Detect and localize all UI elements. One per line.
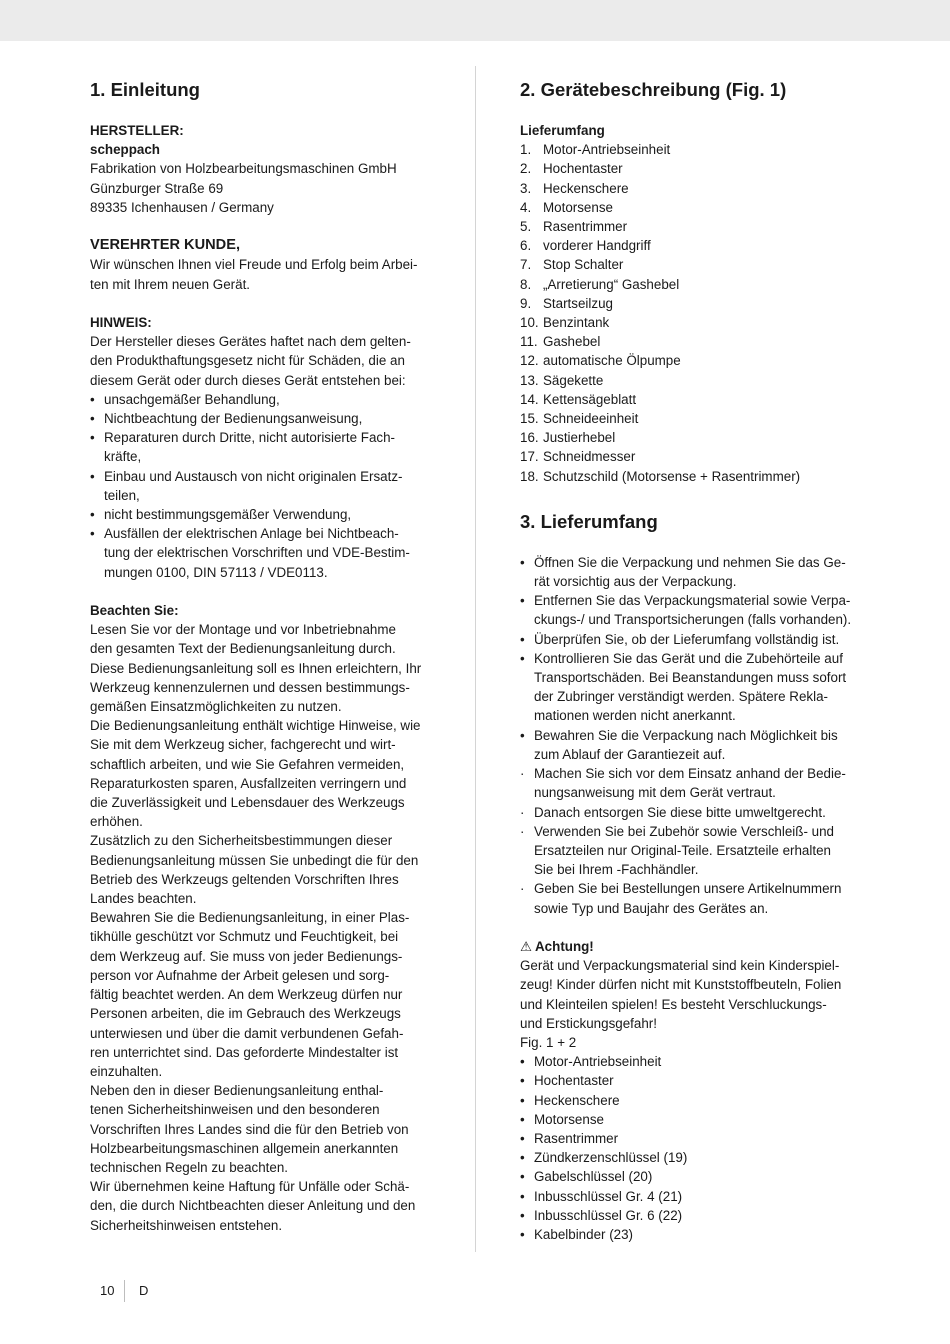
bullet-icon: • [90, 507, 95, 523]
step-item [520, 726, 861, 764]
heading-lieferumfang: 3. Lieferumfang [520, 510, 658, 532]
bullet-icon: • [520, 1207, 525, 1223]
beachten-text-line: dem Werkzeug auf. Sie muss von jeder Bedienungs- [90, 948, 403, 964]
contents-list-item [520, 1110, 861, 1129]
step-item [520, 553, 861, 591]
contents-list-item [520, 1148, 861, 1167]
bullet-icon: • [520, 1092, 525, 1108]
part-name: Motor-Antriebseinheit [543, 142, 671, 158]
beachten-text-line: den gesamten Text der Bedienungsanleitung durch. [90, 641, 396, 657]
kunde-text-line: ten mit Ihrem neuen Gerät. [90, 276, 251, 292]
part-number: 1. [520, 142, 532, 158]
list-item: • unsachgemäßer Behandlung, [90, 390, 435, 409]
part-number: 18. [520, 468, 539, 484]
part-name: automatische Ölpumpe [543, 353, 681, 369]
step-text-line: Bewahren Sie die Verpackung nach Möglichkeit bis [534, 727, 838, 743]
step-text-line: ckungs-/ und Transportsicherungen (falls vorhanden). [534, 612, 852, 628]
parts-list-item [520, 313, 861, 332]
beachten-text-line: Sicherheitshinweisen entstehen. [90, 1217, 283, 1233]
beachten-text-line: Die Bedienungsanleitung enthält wichtige Hinweise, wie [90, 718, 421, 734]
contents-item-label: Gabelschlüssel (20) [534, 1169, 653, 1185]
bullet-icon: • [520, 1169, 525, 1185]
beachten-text-line: Lesen Sie vor der Montage und vor Inbetriebnahme [90, 622, 396, 638]
contents-list-item [520, 1071, 861, 1090]
parts-list-item [520, 467, 861, 486]
hersteller-label: HERSTELLER: [90, 123, 184, 138]
left-column [90, 78, 435, 1235]
part-number: 5. [520, 219, 532, 235]
beachten-text [90, 620, 435, 1235]
step-item [520, 803, 861, 822]
parts-list-item [520, 217, 861, 236]
beachten-text-line: ren unterrichtet sind. Das geforderte Mindestalter ist [90, 1044, 399, 1060]
beachten-text-line: unterwiesen und über die damit verbundenen Gefah- [90, 1025, 404, 1041]
part-number: 3. [520, 180, 532, 196]
beachten-text-line: den, die durch Nichtbeachten dieser Anleitung und den [90, 1198, 416, 1214]
bullet-icon: • [520, 1150, 525, 1166]
kunde-text-line: Wir wünschen Ihnen viel Freude und Erfolg beim Arbei- [90, 257, 418, 273]
list-item: • Einbau und Austausch von nicht originalen Ersatz- teilen, [90, 468, 403, 503]
hinweis-text-line: diesem Gerät oder durch dieses Gerät entstehen bei: [90, 372, 406, 388]
part-name: Stop Schalter [543, 257, 624, 273]
beachten-text-line: gemäßen Einsatzmöglichkeiten zu nutzen. [90, 699, 342, 715]
beachten-text-line: Betrieb des Werkzeugs geltenden Vorschriften Ihres [90, 871, 399, 887]
beachten-text-line: Holzbearbeitungsmaschinen allgemein anerkannten [90, 1140, 399, 1156]
parts-list-item [520, 179, 861, 198]
step-text-line: Kontrollieren Sie das Gerät und die Zubehörteile auf [534, 650, 843, 666]
beachten-text-line: Landes beachten. [90, 891, 197, 907]
step-item [520, 879, 861, 917]
kunde-label: VEREHRTER KUNDE, [90, 237, 241, 254]
bullet-icon: • [520, 650, 525, 666]
step-text-line: Danach entsorgen Sie diese bitte umweltgerecht. [534, 804, 826, 820]
part-name: Schutzschild (Motorsense + Rasentrimmer) [543, 468, 801, 484]
achtung-heading: ⚠ Achtung! [520, 937, 861, 956]
parts-list-item [520, 371, 861, 390]
beachten-text-line: Sie mit dem Werkzeug sicher, fachgerecht und wirt- [90, 737, 396, 753]
list-item: • Ausfällen der elektrischen Anlage bei Nichtbeach- tung der elektrischen Vorschriften und VDE-Bestim- mungen 0100, DIN 57113 / VDE0113. [90, 526, 410, 580]
step-text-line: sowie Typ und Baujahr des Gerätes an. [534, 900, 769, 916]
part-name: Benzintank [543, 315, 610, 331]
contents-item-label: Inbusschlüssel Gr. 6 (22) [534, 1207, 683, 1223]
step-text-line: Geben Sie bei Bestellungen unsere Artikelnummern [534, 881, 842, 897]
bullet-icon: • [520, 727, 525, 743]
part-number: 15. [520, 411, 539, 427]
parts-list-item [520, 275, 861, 294]
bullet-icon: • [90, 526, 95, 542]
bullet-icon: • [520, 1054, 525, 1070]
beachten-text-line: einzuhalten. [90, 1063, 163, 1079]
achtung-text-line: Gerät und Verpackungsmaterial sind kein Kinderspiel- [520, 958, 840, 974]
step-item [520, 630, 861, 649]
parts-list-item [520, 294, 861, 313]
address-line: Günzburger Straße 69 [90, 180, 224, 196]
bullet-icon: • [520, 593, 525, 609]
contents-item-label: Zündkerzenschlüssel (19) [534, 1150, 688, 1166]
parts-list-item [520, 255, 861, 274]
steps-list [520, 553, 861, 918]
bullet-icon: • [90, 411, 95, 427]
part-number: 16. [520, 430, 539, 446]
step-text-line: zum Ablauf der Garantiezeit auf. [534, 746, 726, 762]
page-number: 10 [100, 1283, 115, 1298]
beachten-text-line: die Zuverlässigkeit und Lebensdauer des Werkzeugs [90, 795, 405, 811]
parts-list-item [520, 198, 861, 217]
part-name: Motorsense [543, 199, 613, 215]
list-item: • Nichtbeachtung der Bedienungsanweisung, [90, 409, 435, 428]
step-text-line: nungsanweisung mit dem Gerät vertraut. [534, 785, 776, 801]
step-text-line: Verwenden Sie bei Zubehör sowie Verschleiß- und [534, 823, 834, 839]
beachten-label: Beachten Sie: [90, 603, 179, 619]
part-number: 12. [520, 353, 539, 369]
achtung-text-line: und Erstickungsgefahr! [520, 1015, 657, 1031]
hinweis-list [90, 390, 435, 582]
part-number: 14. [520, 391, 539, 407]
parts-list-item [520, 140, 861, 159]
bullet-icon: • [520, 631, 525, 647]
address-line: 89335 Ichenhausen / Germany [90, 199, 274, 215]
part-number: 6. [520, 238, 532, 254]
beachten-text-line: Werkzeug kennenzulernen und dessen bestimmungs- [90, 679, 410, 695]
beachten-text-line: Diese Bedienungsanleitung soll es Ihnen erleichtern, Ihr [90, 660, 422, 676]
hinweis-label: HINWEIS: [90, 315, 152, 330]
parts-list-item [520, 447, 861, 466]
step-text-line: Überprüfen Sie, ob der Lieferumfang vollständig ist. [534, 631, 840, 647]
contents-item-label: Rasentrimmer [534, 1130, 619, 1146]
beachten-text-line: Vorschriften Ihres Landes sind die für den Betrieb von [90, 1121, 409, 1137]
part-number: 4. [520, 199, 532, 215]
part-name: Gashebel [543, 334, 601, 350]
hinweis-text-line: den Produkthaftungsgesetz nicht für Schäden, die an [90, 353, 405, 369]
bullet-icon: · [520, 823, 525, 839]
parts-list-item [520, 159, 861, 178]
bullet-icon: • [520, 1073, 525, 1089]
column-divider [475, 66, 476, 1252]
part-name: Sägekette [543, 372, 604, 388]
achtung-text [520, 956, 861, 1052]
part-number: 9. [520, 295, 532, 311]
address-line: Fabrikation von Holzbearbeitungsmaschinen GmbH [90, 161, 397, 177]
step-text-line: rät vorsichtig aus der Verpackung. [534, 574, 737, 590]
lieferumfang-label: Lieferumfang [520, 123, 605, 138]
contents-list-item [520, 1167, 861, 1186]
step-text-line: mationen werden nicht anerkannt. [534, 708, 736, 724]
parts-list [520, 140, 861, 486]
list-item: • nicht bestimmungsgemäßer Verwendung, [90, 505, 435, 524]
contents-list-item [520, 1129, 861, 1148]
beachten-text-line: tenen Sicherheitshinweisen und den besonderen [90, 1102, 380, 1118]
achtung-text-line: und Kleinteilen spielen! Es besteht Verschluckungs- [520, 996, 827, 1012]
contents-item-label: Motor-Antriebseinheit [534, 1054, 662, 1070]
beachten-text-line: technischen Regeln zu beachten. [90, 1159, 289, 1175]
part-name: Kettensägeblatt [543, 391, 637, 407]
parts-list-item [520, 409, 861, 428]
beachten-text-line: Neben den in dieser Bedienungsanleitung enthal- [90, 1083, 384, 1099]
step-text-line: Ersatzteilen nur Original-Teile. Ersatzteile erhalten [534, 842, 831, 858]
parts-list-item [520, 236, 861, 255]
step-text-line: der Zubringer verständigt werden. Spätere Rekla- [534, 689, 828, 705]
part-number: 8. [520, 276, 532, 292]
step-text-line: Sie bei Ihrem -Fachhändler. [534, 862, 699, 878]
bullet-icon: • [90, 468, 95, 484]
bullet-icon: · [520, 881, 525, 897]
step-item [520, 649, 861, 726]
beachten-text-line: person vor Aufnahme der Arbeit gelesen und sorg- [90, 967, 390, 983]
step-item [520, 591, 861, 629]
beachten-text-line: Bedienungsanleitung müssen Sie unbedingt die für den [90, 852, 419, 868]
company-name: scheppach [90, 142, 160, 158]
achtung-text-line: Fig. 1 + 2 [520, 1034, 577, 1050]
parts-list-item [520, 428, 861, 447]
parts-list-item [520, 332, 861, 351]
bullet-icon: • [520, 1111, 525, 1127]
hinweis-text-line: Der Hersteller dieses Gerätes haftet nach dem gelten- [90, 334, 411, 350]
right-column [520, 78, 861, 1244]
part-number: 10. [520, 315, 539, 331]
part-number: 17. [520, 449, 539, 465]
contents-item-label: Motorsense [534, 1111, 604, 1127]
beachten-text-line: Wir übernehmen keine Haftung für Unfälle oder Schä- [90, 1179, 410, 1195]
contents-list-item [520, 1225, 861, 1244]
bullet-icon: • [90, 391, 95, 407]
part-name: Startseilzug [543, 295, 613, 311]
step-text-line: Öffnen Sie die Verpackung und nehmen Sie das Ge- [534, 554, 846, 570]
beachten-text-line: schaftlich arbeiten, und wie Sie Gefahren vermeiden, [90, 756, 405, 772]
beachten-text-line: Zusätzlich zu den Sicherheitsbestimmungen dieser [90, 833, 393, 849]
heading-geraetebeschreibung: 2. Gerätebeschreibung (Fig. 1) [520, 79, 787, 100]
step-item [520, 822, 861, 880]
part-number: 2. [520, 161, 532, 177]
top-band [0, 0, 950, 41]
bullet-icon: • [520, 554, 525, 570]
part-number: 11. [520, 334, 538, 350]
part-number: 7. [520, 257, 532, 273]
part-name: Justierhebel [543, 430, 616, 446]
step-text-line: Entfernen Sie das Verpackungsmaterial sowie Verpa- [534, 593, 851, 609]
warning-icon: ⚠ [520, 938, 533, 954]
step-text-line: Transportschäden. Bei Beanstandungen muss sofort [534, 670, 847, 686]
contents-list [520, 1052, 861, 1244]
beachten-text-line: tikhülle geschützt vor Schmutz und Feuchtigkeit, bei [90, 929, 399, 945]
beachten-text-line: Personen arbeiten, die im Gebrauch des Werkzeugs [90, 1006, 401, 1022]
beachten-text-line: erhöhen. [90, 814, 143, 830]
beachten-text-line: Reparaturkosten sparen, Ausfallzeiten verringern und [90, 775, 407, 791]
step-text-line: Machen Sie sich vor dem Einsatz anhand der Bedie- [534, 766, 846, 782]
language-code: D [139, 1283, 149, 1298]
list-item: • Reparaturen durch Dritte, nicht autorisierte Fach- kräfte, [90, 430, 396, 465]
beachten-text-line: fältig beachtet werden. An dem Werkzeug dürfen nur [90, 987, 403, 1003]
bullet-icon: • [520, 1188, 525, 1204]
bullet-icon: • [520, 1226, 525, 1242]
bullet-icon: • [90, 430, 95, 446]
bullet-icon: · [520, 766, 525, 782]
beachten-text-line: Bewahren Sie die Bedienungsanleitung, in einer Plas- [90, 910, 410, 926]
part-name: Hochentaster [543, 161, 623, 177]
contents-list-item [520, 1052, 861, 1071]
contents-item-label: Heckenschere [534, 1092, 620, 1108]
part-name: Rasentrimmer [543, 219, 628, 235]
parts-list-item [520, 351, 861, 370]
contents-list-item [520, 1091, 861, 1110]
bullet-icon: · [520, 804, 525, 820]
achtung-text-line: zeug! Kinder dürfen nicht mit Kunststoffbeuteln, Folien [520, 977, 842, 993]
parts-list-item [520, 390, 861, 409]
heading-einleitung: 1. Einleitung [90, 79, 200, 100]
bullet-icon: • [520, 1130, 525, 1146]
contents-item-label: Hochentaster [534, 1073, 614, 1089]
footer-separator [124, 1280, 125, 1302]
part-name: „Arretierung“ Gashebel [543, 276, 680, 292]
contents-item-label: Inbusschlüssel Gr. 4 (21) [534, 1188, 683, 1204]
part-number: 13. [520, 372, 539, 388]
step-item [520, 764, 861, 802]
part-name: Schneidmesser [543, 449, 636, 465]
contents-list-item [520, 1187, 861, 1206]
part-name: vorderer Handgriff [543, 238, 651, 254]
part-name: Heckenschere [543, 180, 629, 196]
part-name: Schneideeinheit [543, 411, 639, 427]
contents-list-item [520, 1206, 861, 1225]
contents-item-label: Kabelbinder (23) [534, 1226, 634, 1242]
